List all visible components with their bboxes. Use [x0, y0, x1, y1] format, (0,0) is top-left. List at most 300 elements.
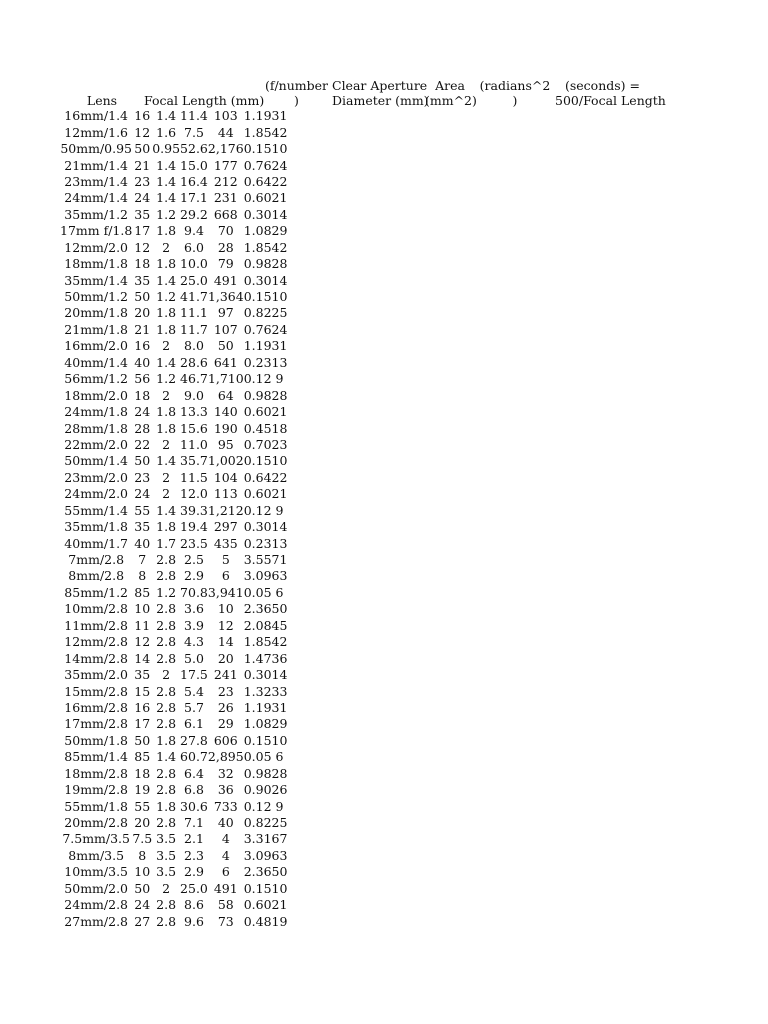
table-row: [60, 913, 287, 929]
header-lens: [60, 77, 144, 108]
cell-lens: 24mm/1.8: [64, 404, 128, 420]
cell-seconds: 10: [271, 732, 288, 748]
cell-f-number: 1.4: [156, 173, 177, 189]
cell-clear-aperture: 5.7: [184, 699, 204, 715]
cell-clear-aperture: 12.0: [180, 486, 208, 502]
cell-clear-aperture: 25.0: [180, 272, 208, 288]
cell-focal-length: 18: [134, 765, 151, 781]
cell-f-number: 2: [162, 239, 171, 255]
header-clear-aperture-line: Diameter (mm): [332, 93, 429, 108]
table-row: [60, 667, 287, 683]
cell-f-number: 1.4: [156, 157, 177, 173]
cell-lens: 27mm/2.8: [64, 913, 128, 929]
header-seconds-line: 500/Focal Length: [555, 93, 666, 108]
cell-seconds: 10: [271, 141, 288, 157]
cell-clear-aperture: 41.7: [180, 289, 208, 305]
table-row: [60, 190, 287, 206]
cell-focal-length: 16: [134, 108, 151, 124]
table-row: [60, 716, 287, 732]
cell-seconds: 42: [271, 239, 288, 255]
cell-focal-length: 14: [134, 650, 151, 666]
cell-area: 212: [213, 173, 238, 189]
cell-radians: 1.19: [243, 699, 272, 715]
cell-radians: 0.15: [243, 141, 272, 157]
cell-lens: 19mm/2.8: [64, 782, 128, 798]
cell-radians: 0.23: [243, 535, 272, 551]
cell-lens: 12mm/1.6: [64, 124, 128, 140]
cell-seconds: 36: [271, 650, 288, 666]
cell-seconds: 26: [271, 782, 288, 798]
cell-lens: 55mm/1.4: [64, 502, 128, 518]
header-radians: [475, 77, 555, 108]
cell-clear-aperture: 3.9: [184, 617, 204, 633]
cell-lens: 35mm/1.4: [64, 272, 128, 288]
cell-f-number: 2.8: [156, 683, 177, 699]
cell-lens: 8mm/2.8: [68, 568, 125, 584]
table-row: [60, 568, 287, 584]
table-row: [60, 108, 287, 124]
cell-seconds: 71: [271, 552, 288, 568]
cell-lens: 24mm/1.4: [64, 190, 128, 206]
cell-clear-aperture: 17.1: [180, 190, 208, 206]
cell-focal-length: 24: [134, 897, 151, 913]
cell-f-number: 1.4: [156, 502, 177, 518]
cell-radians: 3.31: [243, 831, 272, 847]
cell-clear-aperture: 6.8: [184, 782, 204, 798]
cell-clear-aperture: 30.6: [180, 798, 208, 814]
cell-lens: 28mm/1.8: [64, 420, 128, 436]
cell-radians: 0.30: [243, 206, 272, 222]
table-row: [60, 223, 287, 239]
cell-focal-length: 15: [134, 683, 151, 699]
cell-f-number: 1.4: [156, 354, 177, 370]
cell-radians: 0.60: [243, 404, 272, 420]
cell-seconds: 14: [271, 667, 288, 683]
cell-f-number: 2.8: [156, 601, 177, 617]
cell-f-number: 0.95: [152, 141, 181, 157]
cell-area: 23: [217, 683, 234, 699]
cell-radians: 0.70: [243, 436, 272, 452]
cell-f-number: 1.8: [156, 404, 177, 420]
cell-focal-length: 21: [134, 157, 151, 173]
cell-radians: 0.45: [243, 420, 272, 436]
cell-lens: 35mm/1.8: [64, 519, 128, 535]
cell-focal-length: 85: [134, 749, 151, 765]
cell-area: 4: [221, 847, 230, 863]
cell-lens: 56mm/1.2: [64, 371, 128, 387]
cell-radians: 0.12: [243, 502, 272, 518]
table-row: [60, 798, 287, 814]
table-row: [60, 371, 287, 387]
cell-clear-aperture: 70.8: [180, 584, 208, 600]
cell-lens: 16mm/2.8: [64, 699, 128, 715]
cell-focal-length: 20: [134, 815, 151, 831]
cell-f-number: 2: [162, 387, 171, 403]
cell-area: 14: [217, 634, 234, 650]
cell-f-number: 1.8: [156, 732, 177, 748]
cell-focal-length: 20: [134, 305, 151, 321]
table-row: [60, 157, 287, 173]
cell-f-number: 1.8: [156, 519, 177, 535]
cell-focal-length: 7: [138, 552, 147, 568]
cell-seconds: 28: [271, 256, 288, 272]
cell-radians: 1.19: [243, 108, 272, 124]
cell-lens: 12mm/2.8: [64, 634, 128, 650]
cell-area: 297: [213, 519, 238, 535]
cell-area: 2,895: [207, 749, 244, 765]
cell-lens: 7.5mm/3.5: [62, 831, 130, 847]
cell-f-number: 1.2: [156, 289, 177, 305]
cell-focal-length: 24: [134, 404, 151, 420]
table-row: [60, 338, 287, 354]
header-focal-length-line: Focal Length (mm): [144, 93, 265, 108]
cell-seconds: 31: [271, 338, 288, 354]
cell-clear-aperture: 4.3: [184, 634, 204, 650]
table-row: [60, 552, 287, 568]
header-f-number-line: ): [294, 93, 299, 108]
cell-lens: 7mm/2.8: [68, 552, 125, 568]
cell-clear-aperture: 9.0: [184, 387, 204, 403]
cell-seconds: 29: [271, 716, 288, 732]
cell-seconds: 31: [271, 108, 288, 124]
cell-radians: 0.15: [243, 453, 272, 469]
cell-area: 140: [213, 404, 238, 420]
cell-f-number: 1.6: [156, 124, 177, 140]
cell-lens: 40mm/1.4: [64, 354, 128, 370]
cell-radians: 0.64: [243, 469, 272, 485]
cell-clear-aperture: 9.4: [184, 223, 204, 239]
cell-seconds: 21: [271, 190, 288, 206]
table-row: [60, 305, 287, 321]
cell-area: 190: [213, 420, 238, 436]
cell-area: 12: [217, 617, 234, 633]
table-row: [60, 322, 287, 338]
cell-area: 103: [213, 108, 238, 124]
cell-clear-aperture: 11.0: [180, 436, 208, 452]
cell-area: 50: [217, 338, 234, 354]
cell-f-number: 2: [162, 469, 171, 485]
cell-lens: 18mm/1.8: [64, 256, 128, 272]
cell-area: 1,212: [207, 502, 244, 518]
cell-focal-length: 23: [134, 469, 151, 485]
cell-radians: 0.98: [243, 256, 272, 272]
cell-radians: 3.09: [243, 568, 272, 584]
cell-radians: 1.85: [243, 634, 272, 650]
cell-area: 40: [217, 815, 234, 831]
cell-f-number: 1.4: [156, 272, 177, 288]
cell-f-number: 2.8: [156, 765, 177, 781]
table-row: [60, 355, 287, 371]
cell-area: 36: [217, 782, 234, 798]
cell-seconds: 24: [271, 321, 288, 337]
cell-clear-aperture: 5.0: [184, 650, 204, 666]
cell-f-number: 3.5: [156, 831, 177, 847]
cell-lens: 50mm/1.4: [64, 453, 128, 469]
cell-focal-length: 10: [134, 864, 151, 880]
cell-lens: 24mm/2.8: [64, 897, 128, 913]
cell-seconds: 42: [271, 124, 288, 140]
cell-lens: 17mm f/1.8: [60, 223, 133, 239]
cell-f-number: 1.2: [156, 206, 177, 222]
cell-clear-aperture: 46.7: [180, 371, 208, 387]
cell-radians: 0.64: [243, 173, 272, 189]
cell-lens: 85mm/1.4: [64, 749, 128, 765]
table-row: [60, 585, 287, 601]
cell-radians: 1.19: [243, 338, 272, 354]
cell-lens: 40mm/1.7: [64, 535, 128, 551]
header-clear-aperture-line: Clear Aperture: [332, 78, 428, 93]
cell-area: 435: [213, 535, 238, 551]
cell-lens: 85mm/1.2: [64, 584, 128, 600]
header-focal-length-line: [144, 78, 261, 93]
cell-lens: 23mm/1.4: [64, 173, 128, 189]
table-row: [60, 289, 287, 305]
cell-radians: 0.76: [243, 321, 272, 337]
table-row: [60, 815, 287, 831]
cell-f-number: 1.8: [156, 305, 177, 321]
cell-area: 668: [213, 206, 238, 222]
cell-focal-length: 22: [134, 436, 151, 452]
header-area-line: Area: [435, 78, 465, 93]
cell-area: 1,002: [207, 453, 244, 469]
cell-lens: 12mm/2.0: [64, 239, 128, 255]
header-radians-line: ): [512, 93, 518, 108]
cell-seconds: 42: [271, 634, 288, 650]
table-row: [60, 881, 287, 897]
cell-radians: 0.90: [243, 782, 272, 798]
cell-lens: 35mm/1.2: [64, 206, 128, 222]
cell-focal-length: 50: [134, 880, 151, 896]
cell-radians: 0.30: [243, 667, 272, 683]
cell-lens: 15mm/2.8: [64, 683, 128, 699]
cell-f-number: 1.7: [156, 535, 177, 551]
table-row: [60, 207, 287, 223]
cell-seconds: 33: [271, 683, 288, 699]
cell-focal-length: 27: [134, 913, 151, 929]
cell-lens: 23mm/2.0: [64, 469, 128, 485]
cell-f-number: 3.5: [156, 847, 177, 863]
cell-lens: 10mm/2.8: [64, 601, 128, 617]
cell-f-number: 1.4: [156, 453, 177, 469]
cell-seconds: 22: [271, 173, 288, 189]
cell-focal-length: 50: [134, 732, 151, 748]
cell-seconds: 29: [271, 223, 288, 239]
table-row: [60, 240, 287, 256]
cell-clear-aperture: 28.6: [180, 354, 208, 370]
cell-f-number: 2: [162, 338, 171, 354]
cell-clear-aperture: 2.3: [184, 847, 204, 863]
cell-lens: 24mm/2.0: [64, 486, 128, 502]
cell-focal-length: 85: [134, 584, 151, 600]
cell-f-number: 2.8: [156, 650, 177, 666]
cell-radians: 1.85: [243, 124, 272, 140]
cell-area: 28: [217, 239, 234, 255]
cell-radians: 0.30: [243, 272, 272, 288]
cell-radians: 3.55: [243, 552, 272, 568]
cell-clear-aperture: 8.0: [184, 338, 204, 354]
cell-clear-aperture: 5.4: [184, 683, 204, 699]
cell-focal-length: 17: [134, 716, 151, 732]
cell-f-number: 2: [162, 436, 171, 452]
cell-lens: 20mm/2.8: [64, 815, 128, 831]
header-area: [425, 77, 475, 108]
cell-lens: 16mm/1.4: [64, 108, 128, 124]
cell-area: 641: [213, 354, 238, 370]
cell-clear-aperture: 2.9: [184, 568, 204, 584]
cell-radians: 0.76: [243, 157, 272, 173]
cell-area: 107: [213, 321, 238, 337]
table-row: [60, 601, 287, 617]
cell-seconds: 21: [271, 404, 288, 420]
cell-lens: 14mm/2.8: [64, 650, 128, 666]
cell-radians: 0.60: [243, 190, 272, 206]
cell-lens: 21mm/1.4: [64, 157, 128, 173]
cell-clear-aperture: 6.1: [184, 716, 204, 732]
cell-clear-aperture: 39.3: [180, 502, 208, 518]
table-row: [60, 404, 287, 420]
cell-radians: 0.48: [243, 913, 272, 929]
cell-clear-aperture: 2.1: [184, 831, 204, 847]
cell-clear-aperture: 9.6: [184, 913, 204, 929]
cell-focal-length: 12: [134, 124, 151, 140]
cell-area: 113: [213, 486, 238, 502]
cell-lens: 18mm/2.8: [64, 765, 128, 781]
cell-area: 733: [213, 798, 238, 814]
table-row: [60, 387, 287, 403]
cell-clear-aperture: 7.1: [184, 815, 204, 831]
cell-area: 104: [213, 469, 238, 485]
cell-lens: 50mm/2.0: [64, 880, 128, 896]
cell-f-number: 1.8: [156, 256, 177, 272]
table-row: [60, 650, 287, 666]
header-f-number: [261, 77, 332, 108]
cell-focal-length: 40: [134, 535, 151, 551]
cell-area: 32: [217, 765, 234, 781]
cell-lens: 50mm/1.2: [64, 289, 128, 305]
cell-focal-length: 17: [134, 223, 151, 239]
cell-focal-length: 8: [138, 847, 147, 863]
cell-radians: 0.05: [243, 749, 272, 765]
cell-radians: 0.05: [243, 584, 272, 600]
table-row: [60, 782, 287, 798]
cell-clear-aperture: 11.5: [180, 469, 208, 485]
table-row: [60, 733, 287, 749]
cell-area: 241: [213, 667, 238, 683]
cell-clear-aperture: 11.7: [180, 321, 208, 337]
cell-seconds: 18: [271, 420, 288, 436]
cell-clear-aperture: 52.6: [180, 141, 208, 157]
header-radians-line: (radians^2: [479, 78, 551, 93]
cell-area: 6: [221, 864, 230, 880]
table-row: [60, 749, 287, 765]
table-row: [60, 124, 287, 140]
cell-f-number: 2.8: [156, 617, 177, 633]
cell-f-number: 1.4: [156, 749, 177, 765]
cell-lens: 50mm/0.95: [60, 141, 132, 157]
cell-f-number: 2.8: [156, 782, 177, 798]
cell-f-number: 2.8: [156, 552, 177, 568]
cell-lens: 35mm/2.0: [64, 667, 128, 683]
cell-area: 95: [217, 436, 234, 452]
cell-seconds: 45: [271, 617, 288, 633]
header-seconds-line: (seconds) =: [564, 78, 640, 93]
table-row: [60, 683, 287, 699]
table-row: [60, 141, 287, 157]
table-row: [60, 174, 287, 190]
data-table: [60, 108, 287, 930]
cell-f-number: 1.8: [156, 321, 177, 337]
cell-seconds: 10: [271, 880, 288, 896]
cell-radians: 1.32: [243, 683, 272, 699]
cell-clear-aperture: 3.6: [184, 601, 204, 617]
cell-focal-length: 11: [134, 617, 151, 633]
cell-seconds: 10: [271, 453, 288, 469]
table-row: [60, 453, 287, 469]
cell-radians: 1.85: [243, 239, 272, 255]
cell-seconds: 19: [271, 913, 288, 929]
cell-seconds: 31: [271, 699, 288, 715]
cell-radians: 0.98: [243, 765, 272, 781]
cell-seconds: 28: [271, 765, 288, 781]
header-seconds: [555, 77, 666, 108]
cell-clear-aperture: 7.5: [184, 124, 204, 140]
cell-area: 73: [217, 913, 234, 929]
cell-focal-length: 35: [134, 206, 151, 222]
cell-lens: 50mm/1.8: [64, 732, 128, 748]
cell-area: 491: [213, 272, 238, 288]
cell-seconds: 14: [271, 206, 288, 222]
cell-seconds: 50: [271, 864, 288, 880]
cell-seconds: 13: [271, 354, 288, 370]
cell-lens: 22mm/2.0: [64, 436, 128, 452]
cell-area: 58: [217, 897, 234, 913]
cell-f-number: 2.8: [156, 716, 177, 732]
cell-focal-length: 16: [134, 338, 151, 354]
cell-clear-aperture: 23.5: [180, 535, 208, 551]
cell-seconds: 21: [271, 897, 288, 913]
table-row: [60, 700, 287, 716]
table-row: [60, 470, 287, 486]
cell-area: 2,176: [207, 141, 244, 157]
cell-lens: 20mm/1.8: [64, 305, 128, 321]
cell-seconds: 14: [271, 519, 288, 535]
cell-seconds: 9: [275, 502, 284, 518]
cell-focal-length: 35: [134, 667, 151, 683]
cell-focal-length: 50: [134, 453, 151, 469]
table-row: [60, 256, 287, 272]
cell-clear-aperture: 11.1: [180, 305, 208, 321]
cell-radians: 0.12: [243, 798, 272, 814]
cell-f-number: 3.5: [156, 864, 177, 880]
cell-seconds: 63: [271, 847, 288, 863]
cell-area: 44: [217, 124, 234, 140]
table-row: [60, 272, 287, 288]
cell-focal-length: 40: [134, 354, 151, 370]
cell-f-number: 1.8: [156, 798, 177, 814]
cell-seconds: 28: [271, 387, 288, 403]
cell-f-number: 2: [162, 486, 171, 502]
cell-seconds: 22: [271, 469, 288, 485]
cell-lens: 21mm/1.8: [64, 321, 128, 337]
cell-f-number: 1.4: [156, 190, 177, 206]
cell-area: 3,941: [207, 584, 244, 600]
cell-area: 491: [213, 880, 238, 896]
cell-area: 5: [221, 552, 230, 568]
cell-seconds: 6: [275, 584, 284, 600]
cell-seconds: 9: [275, 371, 284, 387]
cell-focal-length: 19: [134, 782, 151, 798]
table-row: [60, 634, 287, 650]
